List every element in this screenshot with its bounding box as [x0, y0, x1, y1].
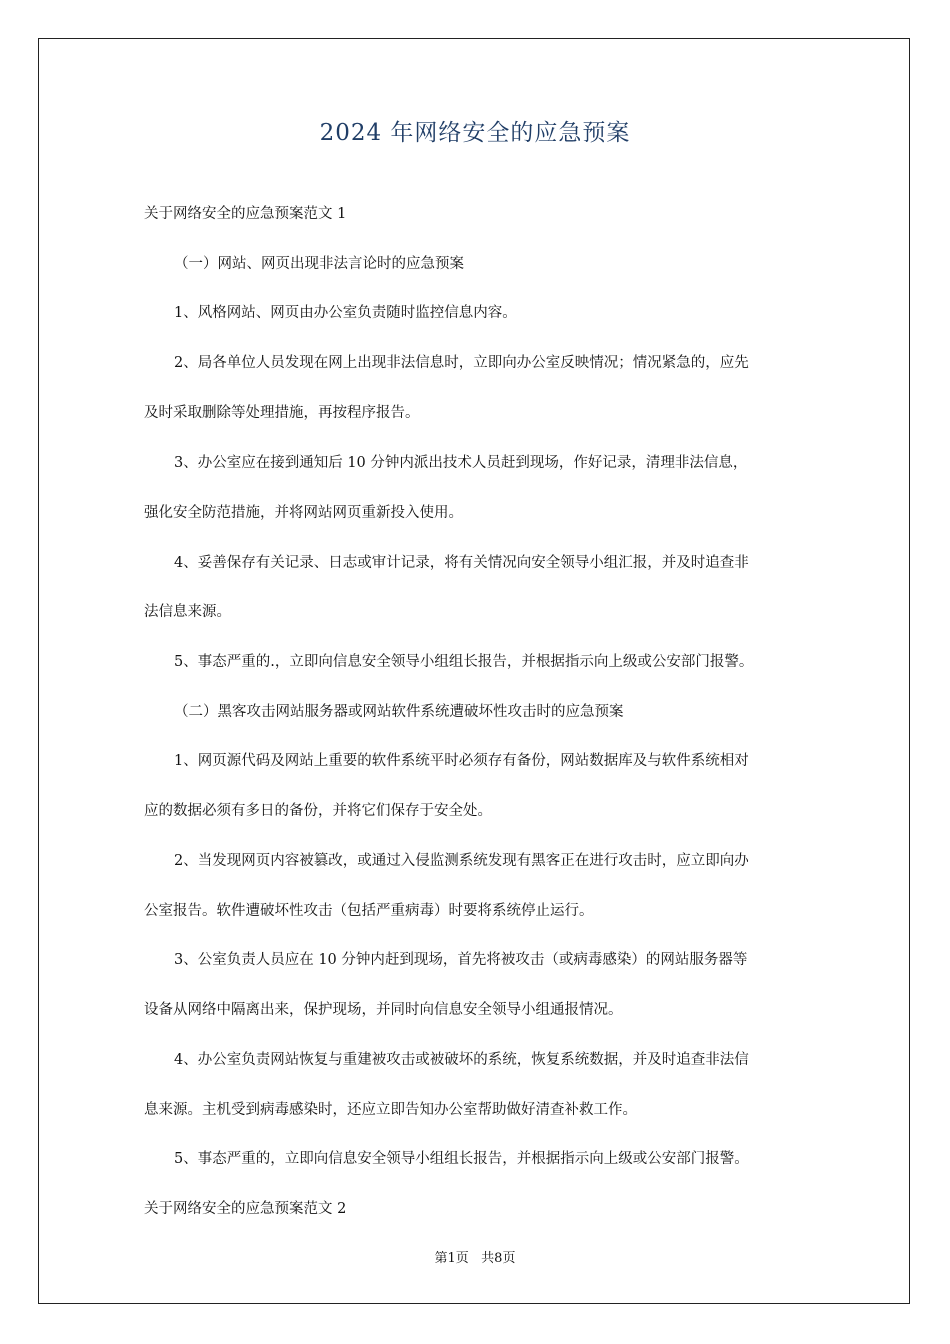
paragraph-line: 3、公室负责人员应在 10 分钟内赶到现场，首先将被攻击（或病毒感染）的网站服务器等	[174, 952, 748, 968]
paragraph-line: 应的数据必须有多日的备份，并将它们保存于安全处。	[144, 803, 492, 819]
section-heading: 关于网络安全的应急预案范文 2	[144, 1201, 347, 1217]
paragraph-line: 2、局各单位人员发现在网上出现非法信息时，立即向办公室反映情况；情况紧急的，应先	[174, 355, 749, 371]
paragraph-line: 法信息来源。	[144, 604, 231, 620]
paragraph-line: 强化安全防范措施，并将网站网页重新投入使用。	[144, 505, 463, 521]
paragraph-line: 1、风格网站、网页由办公室负责随时监控信息内容。	[174, 305, 517, 321]
paragraph-line: 5、事态严重的.，立即向信息安全领导小组组长报告，并根据指示向上级或公安部门报警。	[174, 654, 754, 670]
paragraph-line: 公室报告。软件遭破坏性攻击（包括严重病毒）时要将系统停止运行。	[144, 903, 594, 919]
subsection-heading: （二）黑客攻击网站服务器或网站软件系统遭破坏性攻击时的应急预案	[174, 704, 624, 720]
section-heading: 关于网络安全的应急预案范文 1	[144, 206, 347, 222]
page-number-footer: 第1页 共8页	[434, 1251, 516, 1266]
document-title: 2024 年网络安全的应急预案	[319, 120, 631, 146]
paragraph-line: 息来源。主机受到病毒感染时，还应立即告知办公室帮助做好清查补救工作。	[144, 1102, 637, 1118]
paragraph-line: 设备从网络中隔离出来，保护现场，并同时向信息安全领导小组通报情况。	[144, 1002, 623, 1018]
paragraph-line: 4、妥善保存有关记录、日志或审计记录，将有关情况向安全领导小组汇报，并及时追查非	[174, 555, 749, 571]
paragraph-line: 及时采取删除等处理措施，再按程序报告。	[144, 405, 420, 421]
subsection-heading: （一）网站、网页出现非法言论时的应急预案	[174, 256, 464, 272]
paragraph-line: 2、当发现网页内容被篡改，或通过入侵监测系统发现有黑客正在进行攻击时，应立即向办	[174, 853, 749, 869]
paragraph-line: 5、事态严重的，立即向信息安全领导小组组长报告，并根据指示向上级或公安部门报警。	[174, 1151, 749, 1167]
paragraph-line: 3、办公室应在接到通知后 10 分钟内派出技术人员赶到现场，作好记录，清理非法信息，	[174, 455, 748, 471]
paragraph-line: 1、网页源代码及网站上重要的软件系统平时必须存有备份，网站数据库及与软件系统相对	[174, 753, 749, 769]
paragraph-line: 4、办公室负责网站恢复与重建被攻击或被破坏的系统，恢复系统数据，并及时追查非法信	[174, 1052, 749, 1068]
